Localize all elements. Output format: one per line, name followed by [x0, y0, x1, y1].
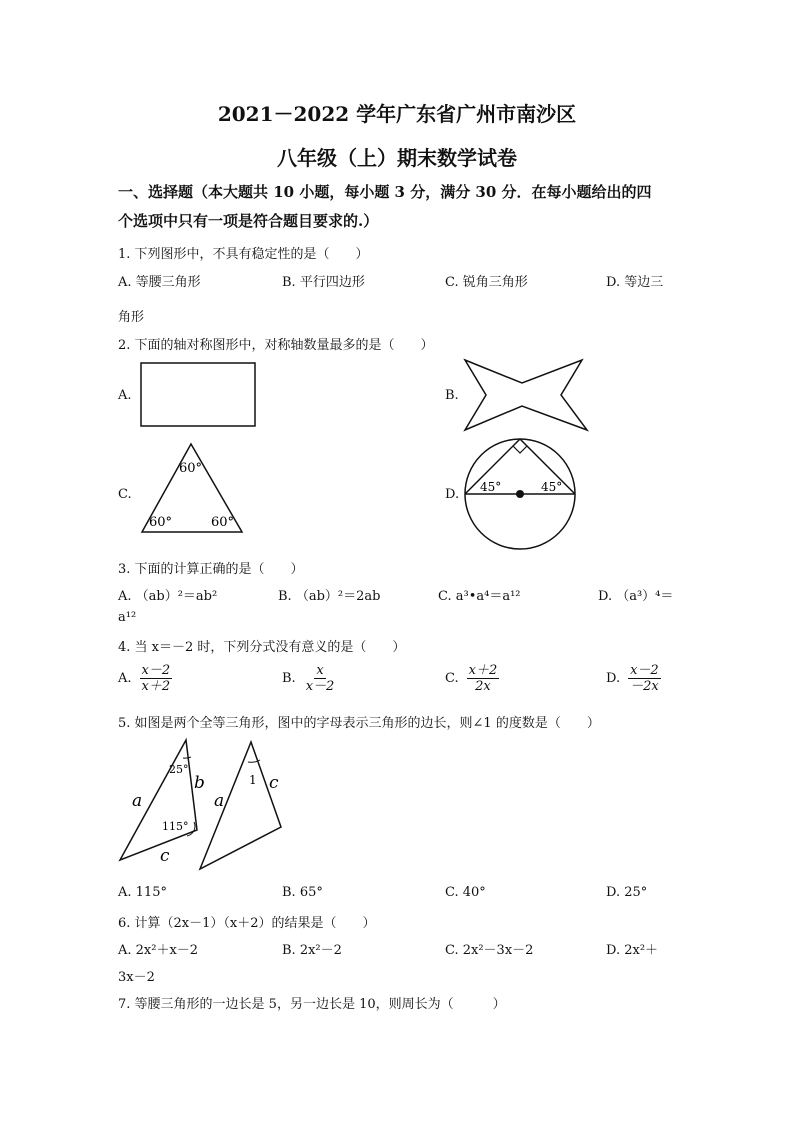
fraction-d-denominator: －2x [630, 679, 659, 694]
question-1-option-d: D. 等边三 [606, 275, 664, 290]
question-5-stem: 5. 如图是两个全等三角形，图中的字母表示三角形的边长，则∠1 的度数是（ ） [118, 716, 600, 731]
question-5-option-c: C. 40° [445, 885, 486, 900]
angle-label-right-45: 45° [541, 480, 563, 494]
question-2-option-c-label: C. [118, 487, 132, 502]
side-label-c-left: c [160, 846, 170, 866]
angle-label-115: 115° [162, 820, 189, 833]
fraction-c-numerator: x＋2 [468, 663, 498, 678]
equilateral-triangle-figure [138, 440, 248, 535]
fraction-b-numerator: x [316, 663, 324, 678]
fraction-a-numerator: x－2 [141, 663, 171, 678]
fraction-a [140, 663, 173, 694]
question-6-option-d: D. 2x²＋ [606, 943, 659, 958]
exam-title-line1: 2021－2022 学年广东省广州市南沙区 [217, 102, 577, 126]
question-5-option-d: D. 25° [606, 885, 648, 900]
question-4-option-a [118, 663, 172, 694]
question-2-option-a-label: A. [118, 388, 132, 403]
question-3-option-d-continued: a¹² [118, 610, 137, 625]
side-label-a-right: a [214, 791, 225, 811]
congruent-triangles-figure [112, 736, 302, 876]
angle-label-25: 25° [169, 763, 189, 776]
angle-label-left-45: 45° [480, 480, 502, 494]
fraction-b [304, 663, 337, 694]
angle-label-right: 60° [211, 515, 235, 530]
question-6-option-d-continued: 3x－2 [118, 970, 155, 985]
circle-inscribed-triangle-figure [462, 436, 580, 552]
question-7-stem: 7. 等腰三角形的一边长是 5，另一边长是 10，则周长为（ ） [118, 997, 506, 1012]
option-d-label: D. [606, 671, 621, 686]
side-label-a-left: a [132, 791, 143, 811]
fraction-d [628, 663, 661, 694]
angle-label-1: 1 [249, 773, 257, 787]
bowtie-figure [460, 358, 592, 434]
fraction-c-denominator: 2x [475, 679, 491, 694]
section-heading-line2: 个选项中只有一项是符合题目要求的.） [118, 212, 379, 230]
question-2-option-b-label: B. [445, 388, 459, 403]
question-5-option-a: A. 115° [118, 885, 167, 900]
option-c-label: C. [445, 671, 459, 686]
option-b-label: B. [282, 671, 296, 686]
question-6-option-a: A. 2x²＋x－2 [118, 943, 199, 958]
question-1-stem: 1. 下列图形中，不具有稳定性的是（ ） [118, 247, 369, 262]
question-1-option-a: A. 等腰三角形 [118, 275, 201, 290]
question-4-option-b [282, 663, 336, 694]
fraction-c [467, 663, 500, 694]
question-3-stem: 3. 下面的计算正确的是（ ） [118, 562, 304, 577]
triangle-right [200, 742, 281, 869]
question-3-option-a: A. （ab）²＝ab² [118, 589, 218, 604]
question-1-option-d-continued: 角形 [118, 310, 145, 325]
question-6-option-b: B. 2x²－2 [282, 943, 342, 958]
circle-center-dot [516, 490, 524, 498]
question-2-option-d-label: D. [445, 487, 460, 502]
exam-title-line2: 八年级（上）期末数学试卷 [277, 146, 517, 170]
fraction-d-numerator: x－2 [630, 663, 659, 678]
rectangle-figure [138, 360, 258, 430]
section-heading-line1: 一、选择题（本大题共 10 小题，每小题 3 分，满分 30 分．在每小题给出的四 [118, 183, 652, 201]
question-1-option-b: B. 平行四边形 [282, 275, 365, 290]
question-3-option-c: C. a³•a⁴＝a¹² [438, 589, 521, 604]
question-4-option-d [606, 663, 661, 694]
question-3-option-d: D. （a³）⁴＝ [598, 589, 674, 604]
question-4-stem: 4. 当 x＝－2 时，下列分式没有意义的是（ ） [118, 640, 406, 655]
angle-label-left: 60° [149, 515, 173, 530]
question-4-option-c [445, 663, 499, 694]
question-6-stem: 6. 计算（2x－1）（x＋2）的结果是（ ） [118, 916, 376, 931]
question-1-option-c: C. 锐角三角形 [445, 275, 528, 290]
side-label-c-right: c [269, 773, 279, 793]
question-5-option-b: B. 65° [282, 885, 323, 900]
question-3-option-b: B. （ab）²＝2ab [278, 589, 381, 604]
fraction-b-denominator: x－2 [305, 679, 335, 694]
question-6-option-c: C. 2x²－3x－2 [445, 943, 534, 958]
angle-arc-25 [183, 757, 191, 758]
question-2-stem: 2. 下面的轴对称图形中，对称轴数量最多的是（ ） [118, 338, 434, 353]
angle-label-top: 60° [179, 461, 203, 476]
side-label-b-left: b [194, 773, 205, 793]
fraction-a-denominator: x＋2 [141, 679, 171, 694]
option-a-label: A. [118, 671, 132, 686]
